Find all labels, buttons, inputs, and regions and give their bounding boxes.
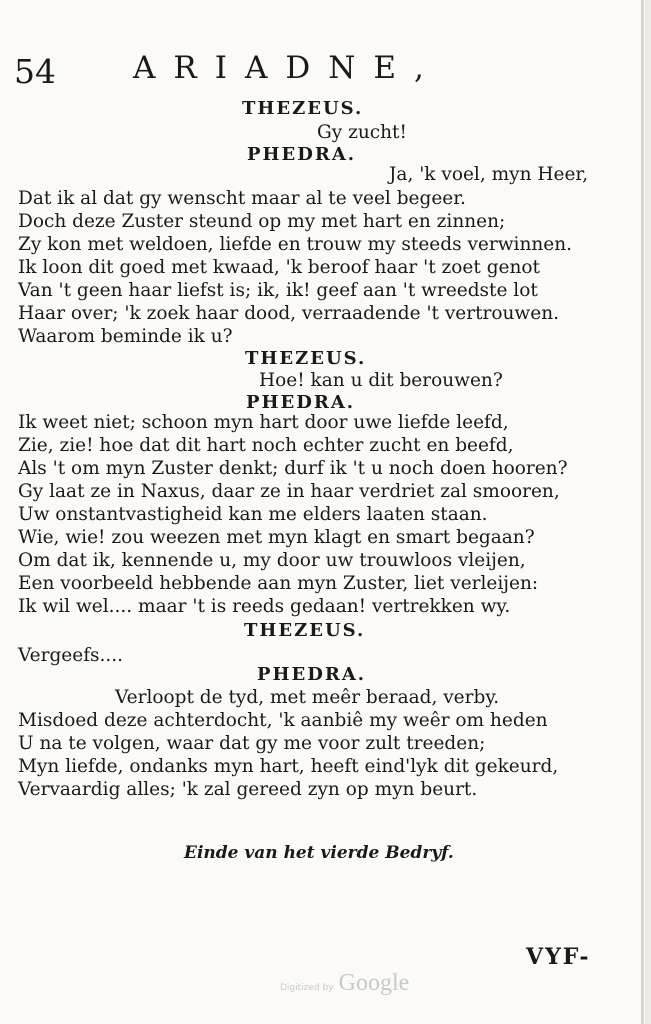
verse-line: Myn liefde, ondanks myn hart, heeft eind'lyk dit gekeurd, bbox=[18, 756, 559, 777]
page-number: 54 bbox=[14, 52, 56, 91]
verse-line: Haar over; 'k zoek haar dood, verraadende 't vertrouwen. bbox=[18, 303, 560, 324]
verse-line: Van 't geen haar liefst is; ik, ik! geef aan 't wreedste lot bbox=[18, 280, 538, 301]
verse-line: Een voorbeeld hebbende aan myn Zuster, liet verleijen: bbox=[18, 573, 539, 594]
verse-line: Ik wil wel.... maar 't is reeds gedaan! vertrekken wy. bbox=[18, 596, 511, 617]
verse-line: Gy zucht! bbox=[317, 122, 407, 143]
verse-line: Ik loon dit goed met kwaad, 'k beroof haar 't zoet genot bbox=[18, 257, 540, 278]
running-title: ARIADNE, bbox=[133, 50, 442, 86]
speaker-thezeus: THEZEUS. bbox=[242, 98, 364, 119]
speaker-phedra: PHEDRA. bbox=[247, 144, 357, 165]
digitized-by-label: Digitized by bbox=[280, 983, 334, 993]
speaker-phedra: PHEDRA. bbox=[246, 392, 356, 413]
verse-line: Doch deze Zuster steund op my met hart en zinnen; bbox=[18, 211, 506, 232]
verse-line: Wie, wie! zou weezen met myn klagt en smart begaan? bbox=[18, 527, 535, 548]
verse-line: Ik weet niet; schoon myn hart door uwe liefde leefd, bbox=[18, 412, 509, 433]
verse-line: Dat ik al dat gy wenscht maar al te veel begeer. bbox=[18, 188, 466, 209]
google-logo: Google bbox=[338, 970, 410, 996]
verse-line: Misdoed deze achterdocht, 'k aanbiê my weêr om heden bbox=[18, 710, 548, 731]
verse-line: Waarom beminde ik u? bbox=[18, 326, 233, 347]
verse-line: Gy laat ze in Naxus, daar ze in haar verdriet zal smooren, bbox=[18, 481, 560, 502]
page-edge-shadow bbox=[633, 0, 651, 1024]
verse-line: Hoe! kan u dit berouwen? bbox=[259, 370, 503, 391]
verse-line: Verloopt de tyd, met meêr beraad, verby. bbox=[115, 687, 500, 708]
speaker-thezeus: THEZEUS. bbox=[245, 348, 367, 369]
verse-line: U na te volgen, waar dat gy me voor zult treeden; bbox=[18, 733, 486, 754]
verse-line: Zie, zie! hoe dat dit hart noch echter zucht en beefd, bbox=[18, 435, 514, 456]
verse-line: Vervaardig alles; 'k zal gereed zyn op myn beurt. bbox=[18, 779, 478, 800]
verse-line: Uw onstantvastigheid kan me elders laaten staan. bbox=[18, 504, 488, 525]
verse-line: Als 't om myn Zuster denkt; durf ik 't u noch doen hooren? bbox=[18, 458, 568, 479]
verse-line: Om dat ik, kennende u, my door uw trouwloos vleijen, bbox=[18, 550, 526, 571]
verse-line: Zy kon met weldoen, liefde en trouw my steeds verwinnen. bbox=[18, 234, 573, 255]
page-edge-band bbox=[645, 0, 651, 1024]
speaker-phedra: PHEDRA. bbox=[257, 664, 367, 685]
verse-line: Ja, 'k voel, myn Heer, bbox=[389, 164, 589, 185]
catchword: VYF- bbox=[526, 944, 591, 970]
verse-line: Vergeefs.... bbox=[18, 645, 124, 666]
google-watermark bbox=[280, 970, 409, 997]
speaker-thezeus: THEZEUS. bbox=[244, 620, 366, 641]
end-of-act-note: Einde van het vierde Bedryf. bbox=[184, 843, 454, 863]
page-edge-line bbox=[641, 0, 644, 1024]
